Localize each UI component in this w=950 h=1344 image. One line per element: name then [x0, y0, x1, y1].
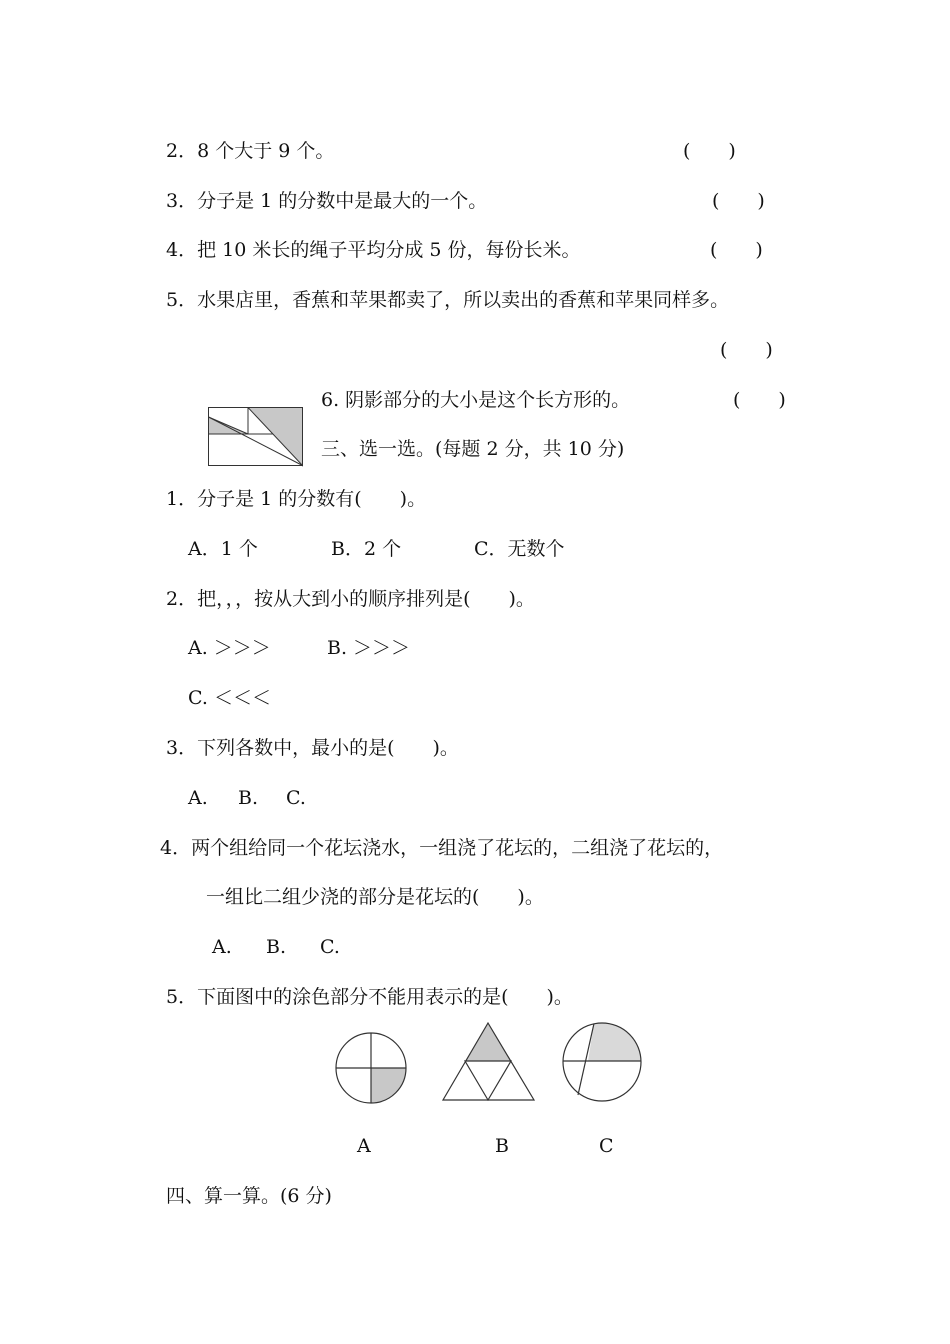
figure-a-circle-quarters[interactable] [334, 1031, 408, 1105]
figure-c-shaded-part [588, 1023, 641, 1061]
choice-q1: 1．分子是 1 的分数有( )。 [166, 488, 427, 510]
figure-c-circle-unequal[interactable] [561, 1021, 643, 1103]
choice-q5: 5．下面图中的涂色部分不能用表示的是( )。 [166, 986, 573, 1008]
figure-c-label: C [599, 1135, 614, 1157]
choice-q2-option-b[interactable]: B. ＞＞＞ [327, 637, 411, 659]
judge-q3-answer-blank[interactable]: ( ) [712, 190, 765, 212]
choice-q2: 2．把，，，按从大到小的顺序排列是( )。 [166, 588, 535, 610]
figure-b-inner-triangle [465, 1061, 511, 1100]
choice-q4-line2: 一组比二组少浇的部分是花坛的( )。 [206, 886, 544, 908]
figure-b-shaded-top [465, 1023, 511, 1061]
choice-q3: 3．下列各数中，最小的是( )。 [166, 737, 459, 759]
judge-q3: 3．分子是 1 的分数中是最大的一个。 [166, 190, 488, 212]
judge-q5-answer-blank[interactable]: ( ) [720, 339, 773, 361]
figure-b-triangle-quarters[interactable] [442, 1022, 536, 1102]
judge-q6: 6. 阴影部分的大小是这个长方形的。 [321, 389, 631, 411]
choice-q4-option-b[interactable]: B. [266, 936, 287, 958]
rectangle-shaded-figure [208, 407, 303, 467]
choice-q2-option-c[interactable]: C. ＜＜＜ [188, 687, 271, 709]
choice-q3-option-a[interactable]: A. [188, 787, 208, 809]
choice-q4-line1: 4．两个组给同一个花坛浇水，一组浇了花坛的，二组浇了花坛的， [160, 837, 724, 859]
judge-q2: 2．8 个大于 9 个。 [166, 140, 335, 162]
judge-q5: 5．水果店里，香蕉和苹果都卖了，所以卖出的香蕉和苹果同样多。 [166, 289, 730, 311]
choice-q3-option-c[interactable]: C. [286, 787, 306, 809]
judge-q4-answer-blank[interactable]: ( ) [710, 239, 763, 261]
choice-q4-option-a[interactable]: A. [212, 936, 232, 958]
figure-a-label: A [357, 1135, 371, 1157]
section3-title: 三、选一选。(每题 2 分，共 10 分) [321, 438, 625, 460]
choice-q3-option-b[interactable]: B. [238, 787, 259, 809]
figure-b-label: B [495, 1135, 509, 1157]
choice-q4-option-c[interactable]: C. [320, 936, 340, 958]
choice-q1-option-a[interactable]: A．1 个 [188, 538, 258, 560]
choice-q2-option-a[interactable]: A. ＞＞＞ [188, 637, 271, 659]
judge-q2-answer-blank[interactable]: ( ) [683, 140, 736, 162]
choice-q1-option-b[interactable]: B．2 个 [331, 538, 402, 560]
judge-q6-answer-blank[interactable]: ( ) [733, 389, 786, 411]
section4-title: 四、算一算。(6 分) [166, 1185, 332, 1207]
choice-q1-option-c[interactable]: C．无数个 [474, 538, 565, 560]
judge-q4: 4．把 10 米长的绳子平均分成 5 份，每份长米。 [166, 239, 581, 261]
